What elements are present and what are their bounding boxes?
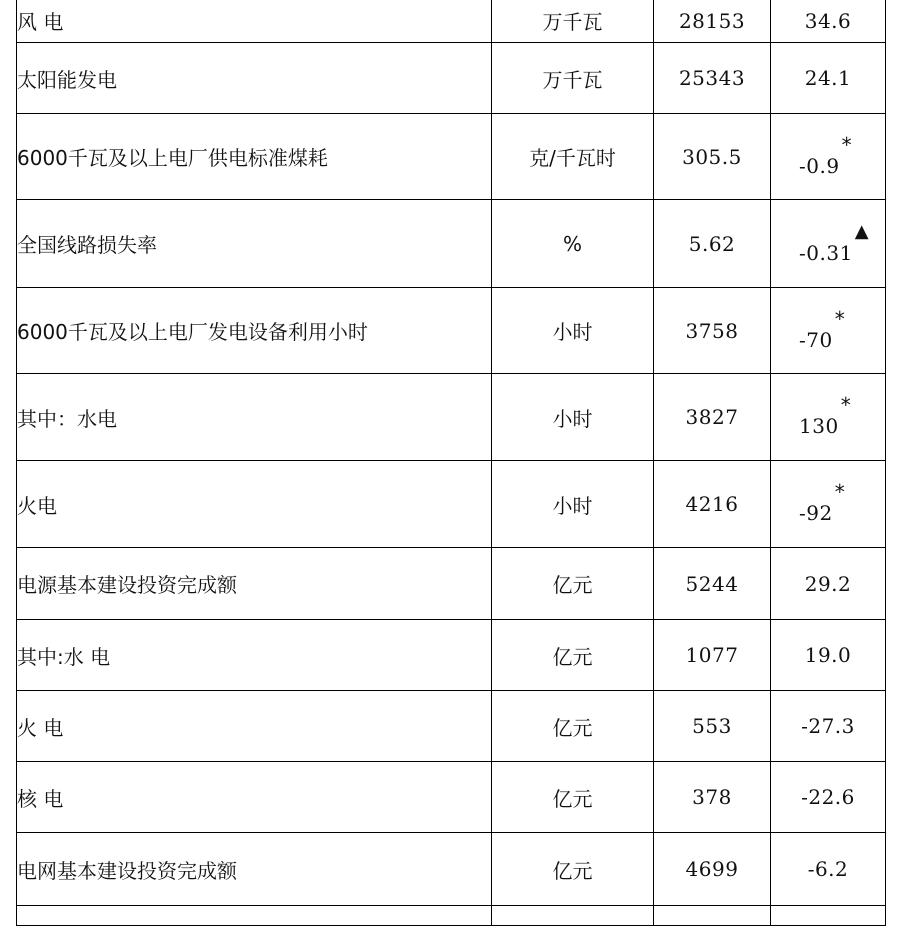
change-value: 130 xyxy=(799,414,839,438)
change-cell xyxy=(771,288,886,374)
table-row xyxy=(17,548,886,620)
change-value: -70 xyxy=(799,327,833,352)
indicator-name-cell: 其中：水电 xyxy=(17,374,492,461)
change-cell: -22.6 xyxy=(771,762,886,833)
table-row xyxy=(17,200,886,288)
change-cell: -6.2 xyxy=(771,833,886,906)
change-cell: 24.1 xyxy=(771,43,886,114)
change-value: -0.31 xyxy=(799,240,853,265)
electricity-statistics-table xyxy=(16,0,886,926)
indicator-name-cell: 6000千瓦及以上电厂供电标准煤耗 xyxy=(17,114,492,200)
indicator-name-cell: 全国线路损失率 xyxy=(17,200,492,288)
change-cell: 19.0 xyxy=(771,620,886,691)
table-row xyxy=(17,691,886,762)
triangle-marker-icon: ▲ xyxy=(854,220,870,242)
table-row xyxy=(17,762,886,833)
change-cell xyxy=(771,374,886,461)
indicator-name-cell: 太阳能发电 xyxy=(17,43,492,114)
change-cell: -27.3 xyxy=(771,691,886,762)
table-row xyxy=(17,114,886,200)
change-cell: 34.6 xyxy=(771,0,886,43)
asterisk-marker: * xyxy=(834,306,846,331)
change-cell xyxy=(771,200,886,288)
table-row xyxy=(17,374,886,461)
unit-cell: 克/千瓦时 xyxy=(492,114,654,200)
indicator-name-cell: 核 电 xyxy=(17,762,492,833)
asterisk-marker: * xyxy=(841,132,853,157)
indicator-name-cell: 其中:水 电 xyxy=(17,620,492,691)
change-cell: 29.2 xyxy=(771,548,886,620)
unit-cell: 小时 xyxy=(492,461,654,548)
indicator-name-cell: 火 电 xyxy=(17,691,492,762)
unit-cell: 亿元 xyxy=(492,762,654,833)
value-cell: 5244 xyxy=(654,548,771,620)
value-cell: 378 xyxy=(654,762,771,833)
value-cell: 4216 xyxy=(654,461,771,548)
value-cell: 4699 xyxy=(654,833,771,906)
asterisk-marker: * xyxy=(834,480,846,504)
indicator-name-cell: 风 电 xyxy=(17,0,492,43)
unit-cell: % xyxy=(492,200,654,288)
unit-cell: 小时 xyxy=(492,374,654,461)
table-body xyxy=(17,0,886,926)
table-row xyxy=(17,288,886,374)
value-cell: 28153 xyxy=(654,0,771,43)
indicator-name-cell: 火电 xyxy=(17,461,492,548)
value-cell: 1077 xyxy=(654,620,771,691)
table-row xyxy=(17,620,886,691)
table-row xyxy=(17,43,886,114)
asterisk-marker: * xyxy=(840,393,852,417)
unit-cell: 万千瓦 xyxy=(492,43,654,114)
value-cell: 5.62 xyxy=(654,200,771,288)
change-cell xyxy=(771,114,886,200)
value-cell: 3758 xyxy=(654,288,771,374)
table-row xyxy=(17,833,886,906)
unit-cell: 亿元 xyxy=(492,620,654,691)
unit-cell: 亿元 xyxy=(492,691,654,762)
value-cell: 553 xyxy=(654,691,771,762)
unit-cell: 亿元 xyxy=(492,548,654,620)
indicator-name-cell: 6000千瓦及以上电厂发电设备利用小时 xyxy=(17,288,492,374)
unit-cell: 亿元 xyxy=(492,833,654,906)
indicator-name-cell: 电源基本建设投资完成额 xyxy=(17,548,492,620)
change-value: -92 xyxy=(799,501,833,525)
unit-cell: 万千瓦 xyxy=(492,0,654,43)
table-row xyxy=(17,0,886,43)
value-cell: 305.5 xyxy=(654,114,771,200)
value-cell: 3827 xyxy=(654,374,771,461)
unit-cell: 小时 xyxy=(492,288,654,374)
indicator-name-cell: 电网基本建设投资完成额 xyxy=(17,833,492,906)
change-value: -0.9 xyxy=(799,153,840,178)
value-cell: 25343 xyxy=(654,43,771,114)
table-row xyxy=(17,461,886,548)
change-cell xyxy=(771,461,886,548)
